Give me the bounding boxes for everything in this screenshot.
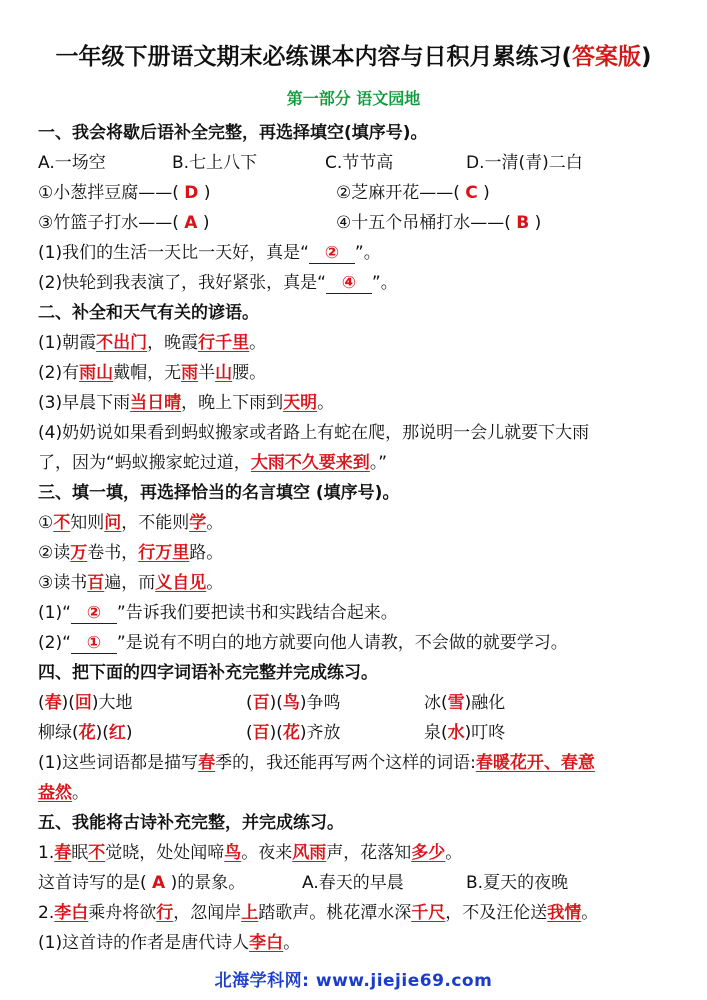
idiom-6: 泉(水)叮咚 bbox=[424, 723, 506, 743]
answer-version-label: 答案版 bbox=[572, 44, 641, 70]
s3-line-3: ③读书百遍，而义自见。 bbox=[38, 573, 224, 593]
section-subtitle: 第一部分 语文园地 bbox=[286, 89, 421, 108]
idiom-4: 柳绿(花)(红) bbox=[38, 723, 133, 743]
s2-line-5: 了，因为“蚂蚁搬家蛇过道，大雨不久要来到。” bbox=[38, 453, 388, 473]
poem-1-option-a: A.春天的早晨 bbox=[302, 873, 404, 893]
poem-1-question: 这首诗写的是( A )的景象。 bbox=[38, 873, 246, 893]
poem-1: 1.春眠不觉晓，处处闻啼鸟。夜来风雨声，花落知多少。 bbox=[38, 843, 463, 863]
option-b: B.七上八下 bbox=[172, 153, 258, 173]
section-1-heading: 一、我会将歇后语补全完整，再选择填空(填序号)。 bbox=[38, 123, 428, 143]
option-a: A.一场空 bbox=[38, 153, 106, 173]
poem-2-question: (1)这首诗的作者是唐代诗人李白。 bbox=[38, 933, 301, 953]
option-d: D.一清(青)二白 bbox=[466, 153, 583, 173]
proverb-2: ②芝麻开花——( C ) bbox=[336, 183, 490, 203]
s2-line-3: (3)早晨下雨当日晴，晚上下雨到天明。 bbox=[38, 393, 335, 413]
idiom-3: 冰(雪)融化 bbox=[424, 693, 506, 713]
section-3-heading: 三、填一填，再选择恰当的名言填空 (填序号)。 bbox=[38, 483, 400, 503]
poem-2: 2.李白乘舟将欲行，忽闻岸上踏歌声。桃花潭水深千尺，不及汪伦送我情。 bbox=[38, 903, 599, 923]
s3-question-2: (2)“ ① ”是说有不明白的地方就要向他人请教，不会做的就要学习。 bbox=[38, 633, 568, 653]
proverb-1: ①小葱拌豆腐——( D ) bbox=[38, 183, 211, 203]
s4-question-1: (1)这些词语都是描写春季的，我还能再写两个这样的词语:春暖花开、春意 bbox=[38, 753, 595, 773]
s2-line-2: (2)有雨山戴帽，无雨半山腰。 bbox=[38, 363, 267, 383]
s2-line-1: (1)朝霞不出门，晚霞行千里。 bbox=[38, 333, 267, 353]
s3-question-1: (1)“ ② ”告诉我们要把读书和实践结合起来。 bbox=[38, 603, 398, 623]
page-title: 一年级下册语文期末必练课本内容与日积月累练习(答案版) bbox=[55, 44, 652, 70]
footer-website: 北海学科网: www.jiejie69.com bbox=[214, 971, 493, 991]
idiom-5: (百)(花)齐放 bbox=[246, 723, 341, 743]
idiom-2: (百)(鸟)争鸣 bbox=[246, 693, 341, 713]
s4-question-1-cont: 盎然。 bbox=[38, 783, 89, 803]
s1-question-1: (1)我们的生活一天比一天好，真是“ ② ”。 bbox=[38, 243, 381, 263]
section-4-heading: 四、把下面的四字词语补充完整并完成练习。 bbox=[38, 663, 378, 683]
s1-question-2: (2)快轮到我表演了，我好紧张，真是“ ④ ”。 bbox=[38, 273, 398, 293]
idiom-1: (春)(回)大地 bbox=[38, 693, 133, 713]
proverb-4: ④十五个吊桶打水——( B ) bbox=[336, 213, 542, 233]
option-c: C.节节高 bbox=[325, 153, 394, 173]
poem-1-option-b: B.夏天的夜晚 bbox=[466, 873, 569, 893]
s2-line-4: (4)奶奶说如果看到蚂蚁搬家或者路上有蛇在爬，那说明一会儿就要下大雨 bbox=[38, 423, 590, 443]
s3-line-2: ②读万卷书，行万里路。 bbox=[38, 543, 224, 563]
section-5-heading: 五、我能将古诗补充完整，并完成练习。 bbox=[38, 813, 344, 833]
s3-line-1: ①不知则问，不能则学。 bbox=[38, 513, 224, 533]
proverb-3: ③竹篮子打水——( A ) bbox=[38, 213, 210, 233]
section-2-heading: 二、补全和天气有关的谚语。 bbox=[38, 303, 259, 323]
